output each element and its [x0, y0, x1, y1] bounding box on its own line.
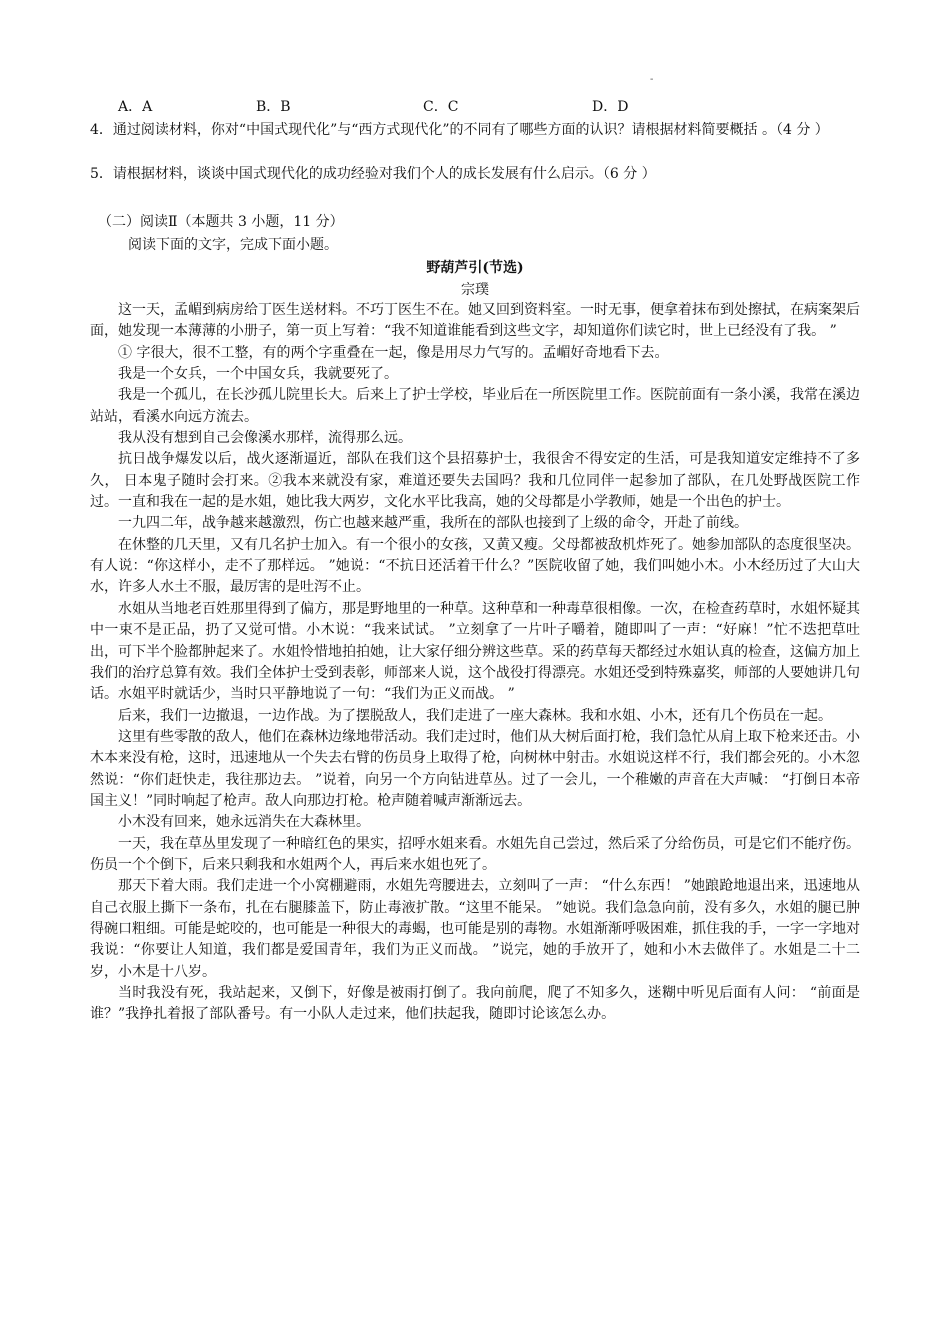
paragraph: 我从没有想到自己会像溪水那样，流得那么远。: [118, 430, 412, 447]
option-a: A．A: [118, 99, 153, 115]
paragraph: 水姐从当地老百姓那里得到了偏方，那是野地里的一种草。这种草和一种毒草很相像。一次，在检查药草时，水姐怀疑其中一束不是正品，扔了又觉可惜。小木说：“我来试试。 ”立刻拿了一片叶子嚼着，随即叫了一声：“好麻！”忙不迭把草吐出，可下半个脸都肿起来了。水姐怜惜地拍拍她，让大家仔细分辨这些草。采的药草每天都经过水姐认真的检查，这偏方加上我们的治疗总算有效。我们全体护士受到表彰，师部来人说，这个战役打得漂亮。水姐还受到特殊嘉奖，师部的人要她讲几句话。水姐平时就话少，当时只平静地说了一句：“我们为正义而战。 ”: [90, 600, 860, 703]
article-body: [90, 300, 860, 1026]
paragraph: 当时我没有死，我站起来，又倒下，好像是被雨打倒了。我向前爬，爬了不知多久，迷糊中听见后面有人问： “前面是谁？”我挣扎着报了部队番号。有一小队人走过来，他们扶起我，随即讨论该怎么办。: [90, 985, 860, 1023]
header-mark: -: [650, 74, 654, 85]
paragraph: 抗日战争爆发以后，战火逐渐逼近，部队在我们这个县招募护士，我很舍不得安定的生活，可是我知道安定维持不了多久， 日本鬼子随时会打来。②我本来就没有家，难道还要失去国吗？我和几位同伴一起参加了部队，在几处野战医院工作过。一直和我在一起的是水姐，她比我大两岁，文化水平比我高，她的父母都是小学教师，她是一个出色的护士。: [90, 451, 860, 511]
option-c: C．C: [423, 99, 459, 115]
question-4: 4．通过阅读材料，你对“中国式现代化”与“西方式现代化”的不同有了哪些方面的认识？请根据材料简要概括 。（4 分 ）: [90, 122, 829, 138]
option-b: B．B: [256, 99, 291, 115]
article-author: 宗璞: [461, 282, 489, 298]
paragraph: 我是一个孤儿，在长沙孤儿院里长大。后来上了护士学校，毕业后在一所医院里工作。医院前面有一条小溪，我常在溪边站站，看溪水向远方流去。: [90, 387, 860, 425]
paragraph: 小木没有回来，她永远消失在大森林里。: [118, 814, 370, 831]
paragraph: 这里有些零散的敌人，他们在森林边缘地带活动。我们走过时，他们从大树后面打枪，我们急忙从肩上取下枪来还击。小木本来没有枪，这时，迅速地从一个失去右臂的伤员身上取得了枪，向树林中射击。水姐说这样不行，我们都会死的。小木忽然说：“你们赶快走，我往那边去。 ”说着，向另一个方向钻进草丛。过了一会儿，一个稚嫩的声音在大声喊： “打倒日本帝国主义！”同时响起了枪声。敌人向那边打枪。枪声随着喊声渐渐远去。: [90, 728, 860, 809]
option-d: D．D: [592, 99, 629, 115]
paragraph: 一天，我在草丛里发现了一种暗红色的果实，招呼水姐来看。水姐先自己尝过，然后采了分给伤员，可是它们不能疗伤。伤员一个个倒下，后来只剩我和水姐两个人，再后来水姐也死了。: [90, 835, 860, 873]
paragraph: 我是一个女兵，一个中国女兵，我就要死了。: [118, 366, 398, 383]
paragraph: 一九四二年，战争越来越激烈，伤亡也越来越严重，我所在的部队也接到了上级的命令，开赴了前线。: [118, 515, 748, 532]
article-title: 野葫芦引(节选): [426, 260, 524, 276]
paragraph: 这一天，孟嵋到病房给丁医生送材料。不巧丁医生不在。她又回到资料室。一时无事，便拿着抹布到处擦拭，在病案架后面，她发现一本薄薄的小册子，第一页上写着：“我不知道谁能看到这些文字，却知道你们读它时，世上已经没有了我。 ”: [90, 302, 860, 340]
paragraph: 后来，我们一边撤退，一边作战。为了摆脱敌人，我们走进了一座大森林。我和水姐、小木，还有几个伤员在一起。: [118, 707, 832, 724]
paragraph: 在休整的几天里，又有几名护士加入。有一个很小的女孩，又黄又瘦。父母都被敌机炸死了。她参加部队的态度很坚决。有人说：“你这样小，走不了那样远。 ”她说：“不抗日还活着干什么？”医院收留了她，我们叫她小木。小木经历过了大山大水，许多人水土不服，最厉害的是吐泻不止。: [90, 536, 860, 596]
paragraph: ① 字很大，很不工整，有的两个字重叠在一起，像是用尽力气写的。孟嵋好奇地看下去。: [118, 344, 669, 361]
paragraph: 那天下着大雨。我们走进一个小窝棚避雨，水姐先弯腰进去，立刻叫了一声： “什么东西！ ”她踉跄地退出来，迅速地从自己衣服上撕下一条布，扎在右腿膝盖下，防止毒液扩散。“这里不能呆。 ”她说。我们急急向前，没有多久，水姐的腿已肿得碗口粗细。可能是蛇咬的，也可能是一种很大的毒蝎，也可能是别的毒物。水姐渐渐呼吸困难，抓住我的手，一字一字地对我说：“你要让人知道，我们都是爱国青年，我们为正义而战。 ”说完，她的手放开了，她和小木去做伴了。水姐是二十二岁，小木是十八岁。: [90, 878, 860, 980]
section-instruction: 阅读下面的文字，完成下面小题。: [128, 237, 338, 253]
question-5: 5．请根据材料，谈谈中国式现代化的成功经验对我们个人的成长发展有什么启示。（6 分 ）: [90, 166, 656, 182]
section-heading: （二）阅读Ⅱ（本题共 3 小题，11 分）: [98, 214, 344, 230]
